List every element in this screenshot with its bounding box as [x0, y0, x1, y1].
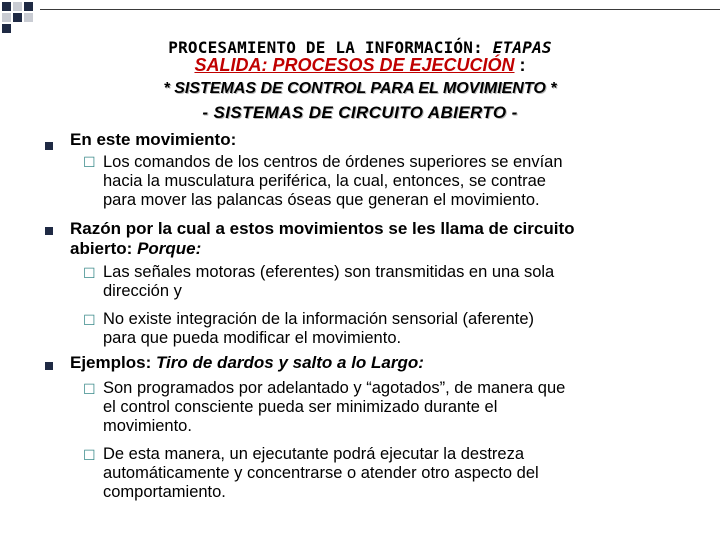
sub-bullet-line: De esta manera, un ejecutante podrá ejecutar la destreza — [103, 445, 525, 463]
title-text: PROCESAMIENTO DE LA INFORMACIÓN: — [168, 38, 493, 57]
square-bullet-icon — [45, 142, 53, 150]
bullet-text — [70, 219, 575, 259]
slide-title-red — [0, 55, 720, 76]
sub-bullet-line: para mover las palancas óseas que generan el movimiento. — [103, 191, 540, 210]
checker-squares-icon — [0, 0, 720, 40]
bullet-line: En este movimiento: — [70, 130, 237, 149]
subtitle-control-systems: * SISTEMAS DE CONTROL PARA EL MOVIMIENTO * — [163, 80, 557, 97]
sub-bullet-line: movimiento. — [103, 417, 192, 436]
sub-bullet-line: hacia la musculatura periférica, la cual, entonces, se contrae — [103, 172, 546, 191]
square-bullet-icon — [45, 227, 53, 235]
sub-bullet-text — [103, 310, 534, 348]
bullet-text — [70, 130, 236, 150]
hollow-square-bullet-icon: ☐ — [83, 265, 96, 281]
bullet-line-emphasis: Porque: — [137, 239, 202, 258]
hollow-square-bullet-icon: ☐ — [83, 154, 96, 170]
subtitle-open-circuit: - SISTEMAS DE CIRCUITO ABIERTO - — [202, 103, 518, 122]
title-red-end: : — [514, 55, 526, 75]
title-emphasis: ETAPAS — [492, 38, 552, 57]
sub-bullet-line: No existe integración de la información sensorial (aferente) — [103, 310, 535, 328]
bullet-line: abierto: — [70, 239, 138, 258]
hollow-square-bullet-icon: ☐ — [83, 381, 96, 397]
sub-bullet-line: el control consciente pueda ser minimizado durante el — [103, 398, 498, 417]
title-red-text: SALIDA: PROCESOS DE EJECUCIÓN — [194, 55, 515, 75]
hollow-square-bullet-icon: ☐ — [83, 312, 96, 328]
bullet-line: Razón por la cual a estos movimientos se les llama de circuito — [70, 219, 575, 238]
bullet-line: Ejemplos: — [70, 353, 156, 372]
bullet-line-emphasis: Tiro de dardos y salto a lo Largo: — [155, 353, 424, 372]
header-rule — [40, 9, 720, 10]
hollow-square-bullet-icon: ☐ — [83, 447, 96, 463]
sub-bullet-line: dirección y — [103, 282, 182, 301]
sub-bullet-text — [103, 379, 565, 437]
sub-bullet-line: para que pueda modificar el movimiento. — [103, 329, 402, 348]
sub-bullet-line: Los comandos de los centros de órdenes superiores se envían — [103, 153, 563, 171]
sub-bullet-text — [103, 153, 563, 211]
sub-bullet-line: comportamiento. — [103, 483, 226, 502]
sub-bullet-text — [103, 445, 539, 503]
sub-bullet-line: Son programados por adelantado y “agotados”, de manera que — [103, 379, 566, 397]
square-bullet-icon — [45, 362, 53, 370]
sub-bullet-line: Las señales motoras (eferentes) son transmitidas en una sola — [103, 263, 555, 281]
bullet-text — [70, 353, 424, 373]
sub-bullet-line: automáticamente y concentrarse o atender otro aspecto del — [103, 464, 539, 483]
sub-bullet-text — [103, 263, 554, 301]
